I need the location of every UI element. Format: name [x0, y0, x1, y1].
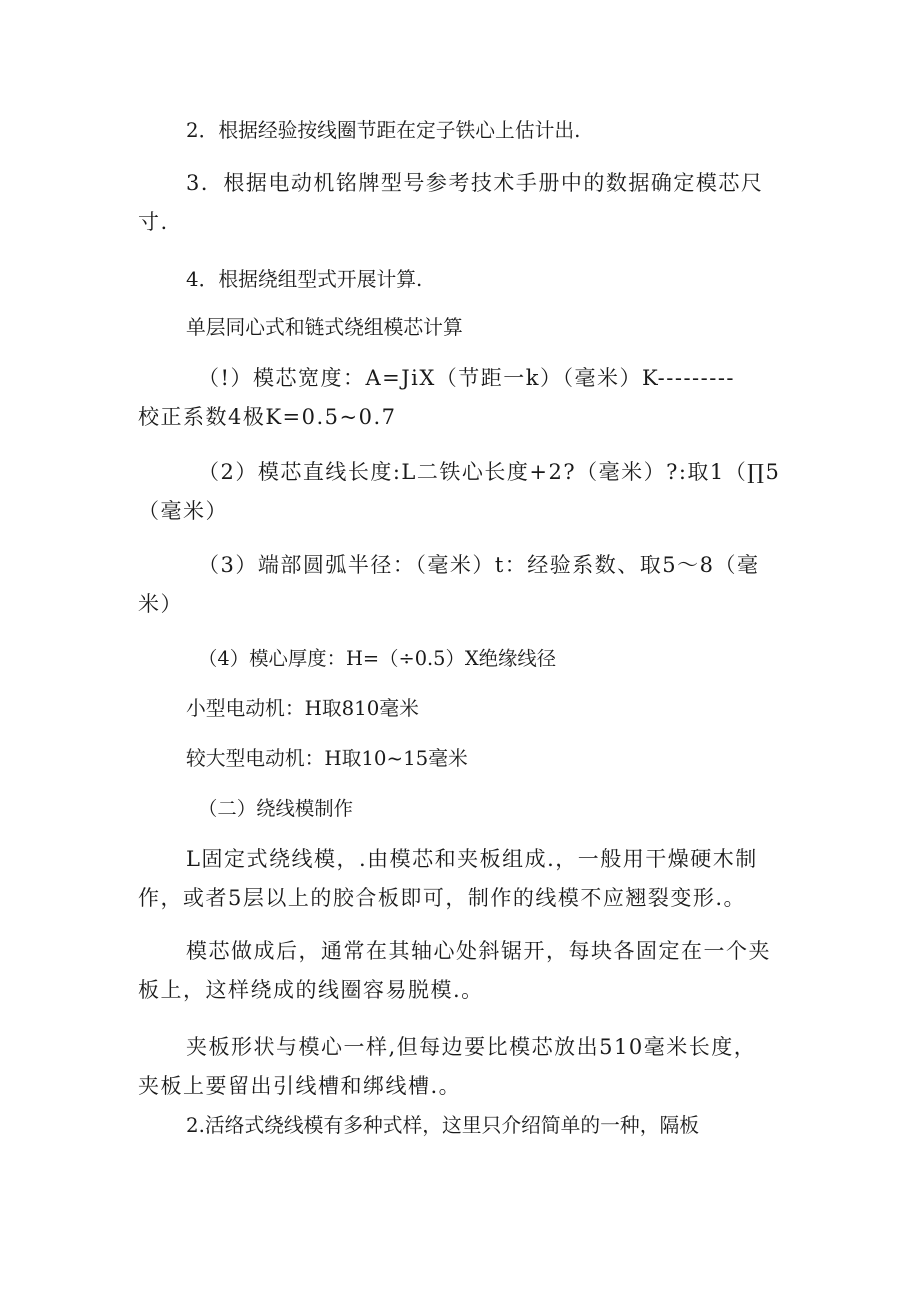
paragraph-step-4 [186, 257, 838, 302]
paragraph-large-motor [186, 736, 838, 781]
text-line: 4．根据绕组型式开展计算. [186, 268, 423, 291]
text-line: 3．根据电动机铭牌型号参考技术手册中的数据确定模芯尺 [186, 171, 764, 195]
paragraph-adjustable-mold [186, 1103, 838, 1148]
text-line: （!）模芯宽度：A=JiX（节距一k）（毫米）K--------- [198, 366, 736, 390]
text-line: 夹板上要留出引线槽和绑线槽.。 [138, 1074, 462, 1098]
text-line: 米） [138, 592, 183, 616]
paragraph-fixed-mold [138, 837, 790, 921]
text-line: 板上，这样绕成的线圈容易脱模.。 [138, 978, 484, 1002]
paragraph-step-3 [138, 161, 790, 245]
text-line: L固定式绕线模，.由模芯和夹板组成.，一般用干燥硬木制 [186, 847, 758, 871]
text-line: 单层同心式和链式绕组模芯计算 [186, 316, 463, 339]
text-line: 较大型电动机：H取10~15毫米 [186, 747, 468, 770]
paragraph-core-thickness [198, 636, 850, 681]
section-heading-mold-core [186, 305, 838, 350]
paragraph-core-width [138, 356, 790, 440]
paragraph-core-sawing [138, 929, 790, 1013]
text-line: （2）模芯直线长度:L二铁心长度+2?（毫米）?:取1（∏5 [198, 460, 781, 484]
paragraph-step-2 [186, 108, 838, 153]
text-line: 校正系数4极K=0.5~0.7 [138, 405, 397, 429]
section-heading-winding-mold [198, 786, 850, 831]
text-line: 寸. [138, 210, 169, 234]
text-line: （3）端部圆弧半径：（毫米）t：经验系数、取5～8（毫 [198, 553, 760, 577]
paragraph-small-motor [186, 686, 838, 731]
text-line: 2．根据经验按线圈节距在定子铁心上估计出. [186, 119, 581, 142]
paragraph-arc-radius [138, 543, 790, 627]
text-line: 2.活络式绕线模有多种式样，这里只介绍简单的一种，隔板 [186, 1114, 699, 1137]
text-line: （毫米） [138, 499, 228, 523]
text-line: （4）模心厚度：H=（÷0.5）X绝缘线径 [198, 647, 557, 670]
paragraph-clamp-plate [138, 1025, 790, 1109]
paragraph-core-length [138, 450, 790, 534]
text-line: 作，或者5层以上的胶合板即可，制作的线模不应翘裂变形.。 [138, 886, 747, 910]
text-line: （二）绕线模制作 [198, 797, 354, 820]
text-line: 夹板形状与模心一样,但每边要比模芯放出510毫米长度， [186, 1035, 757, 1059]
text-line: 小型电动机：H取810毫米 [186, 697, 419, 720]
text-line: 模芯做成后，通常在其轴心处斜锯开，每块各固定在一个夹 [186, 939, 771, 963]
